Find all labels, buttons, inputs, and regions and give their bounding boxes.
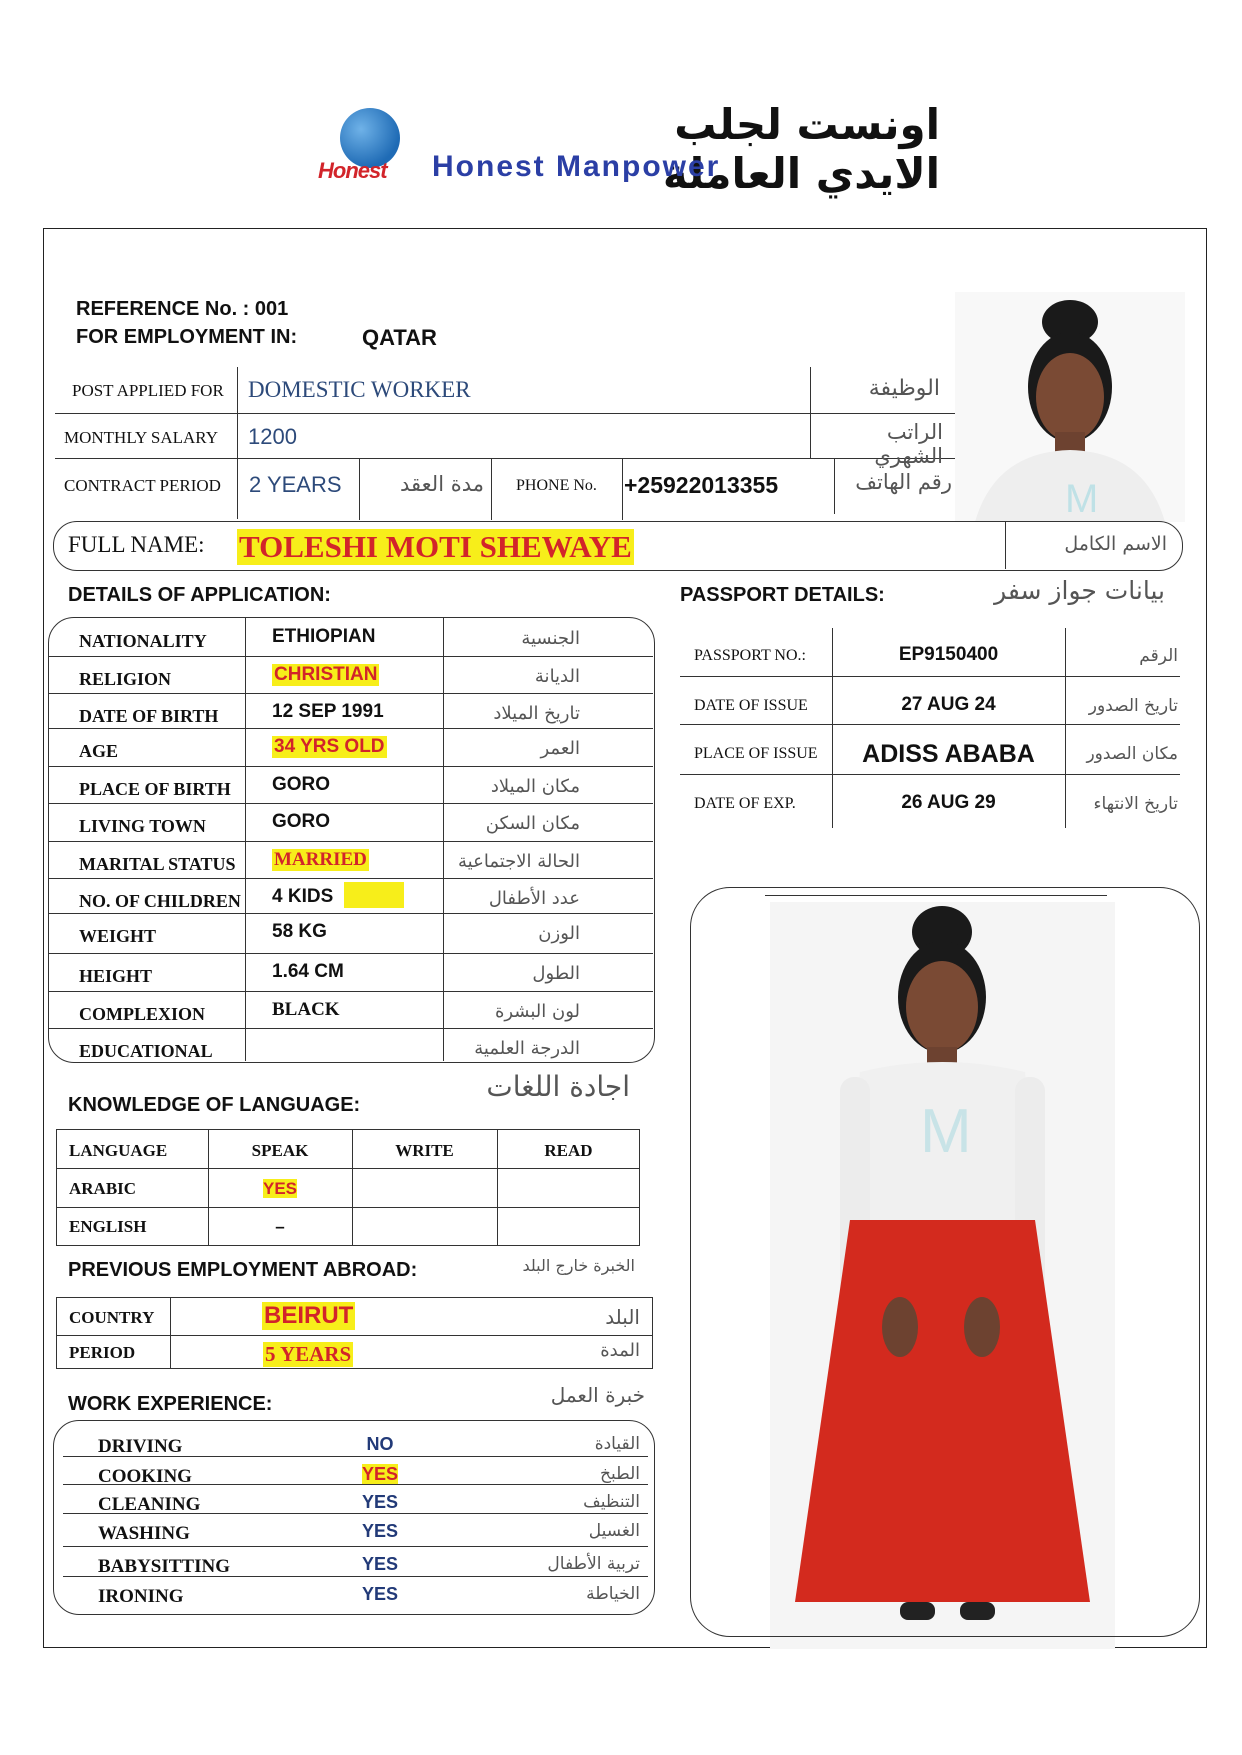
passport-row-value: ADISS ABABA <box>862 740 1035 768</box>
application-row-value: MARRIED <box>274 849 367 870</box>
application-row-arabic: العمر <box>540 738 580 759</box>
application-row-arabic: تاريخ الميلاد <box>493 703 580 724</box>
passport-arabic-title: بيانات جواز سفر <box>994 576 1165 605</box>
salary-value: 1200 <box>248 424 297 449</box>
language-cell: ENGLISH <box>69 1217 147 1236</box>
passport-row-value: 26 AUG 29 <box>901 792 996 813</box>
work-row-arabic: الخياطة <box>586 1584 640 1604</box>
contract-value: 2 YEARS <box>249 472 342 497</box>
application-row-value: CHRISTIAN <box>274 664 378 685</box>
work-row-value: YES <box>361 1584 399 1604</box>
passport-row-label: DATE OF ISSUE <box>694 697 808 714</box>
work-row-arabic: التنظيف <box>583 1492 640 1512</box>
application-row-arabic: مكان الميلاد <box>490 776 580 797</box>
work-title: WORK EXPERIENCE: <box>68 1393 273 1415</box>
work-row-value <box>340 1464 420 1485</box>
full-name-label: FULL NAME: <box>68 532 205 557</box>
application-row-label: DATE OF BIRTH <box>79 706 219 726</box>
passport-row-arabic: تاريخ الصدور <box>1088 696 1178 716</box>
application-row-label: NO. OF CHILDREN <box>79 891 241 911</box>
application-row-label: PLACE OF BIRTH <box>79 779 231 799</box>
application-row-label: RELIGION <box>79 669 172 689</box>
application-row-label: HEIGHT <box>79 966 153 986</box>
application-row-arabic: الطول <box>532 963 580 984</box>
highlight-marker <box>344 882 404 908</box>
language-cell <box>208 1179 352 1199</box>
language-header: READ <box>544 1141 593 1160</box>
full-name-arabic: الاسم الكامل <box>1064 533 1167 555</box>
work-row-label: CLEANING <box>98 1494 201 1515</box>
application-row-value: ETHIOPIAN <box>272 626 376 647</box>
work-row-arabic: القيادة <box>594 1434 640 1454</box>
application-row-value: 58 KG <box>272 921 327 942</box>
speak-yes-highlight: YES <box>262 1179 298 1198</box>
application-row-label: LIVING TOWN <box>79 816 206 836</box>
passport-row-arabic: مكان الصدور <box>1086 744 1178 764</box>
work-row-value: NO <box>366 1434 394 1454</box>
country-value: BEIRUT <box>264 1302 354 1329</box>
passport-title: PASSPORT DETAILS: <box>680 584 885 606</box>
application-row-arabic: الدرجة العلمية <box>474 1038 580 1059</box>
language-header: SPEAK <box>251 1141 309 1160</box>
application-row-label: MARITAL STATUS <box>79 854 236 874</box>
work-row-value: YES <box>361 1521 399 1541</box>
application-row-arabic: لون البشرة <box>494 1001 580 1022</box>
language-header: LANGUAGE <box>69 1141 168 1160</box>
employment-label: FOR EMPLOYMENT IN: <box>76 326 298 348</box>
language-title: KNOWLEDGE OF LANGUAGE: <box>68 1094 361 1116</box>
work-row-value: YES <box>361 1554 399 1574</box>
application-row-value: GORO <box>272 774 331 795</box>
passport-row-label: DATE OF EXP. <box>694 795 796 812</box>
photo-frame <box>690 887 1200 1637</box>
previous-title: PREVIOUS EMPLOYMENT ABROAD: <box>68 1259 418 1281</box>
passport-row-value: EP9150400 <box>898 644 999 665</box>
brand-english: Honest Manpower <box>432 150 721 183</box>
passport-row-label: PLACE OF ISSUE <box>694 745 818 762</box>
applicant-photo-small <box>955 292 1185 522</box>
post-value: DOMESTIC WORKER <box>248 377 471 402</box>
contract-label: CONTRACT PERIOD <box>64 476 221 495</box>
post-label: POST APPLIED FOR <box>72 381 224 400</box>
passport-row-value: 27 AUG 24 <box>901 694 996 715</box>
phone-label: PHONE No. <box>516 477 597 494</box>
reference-number: REFERENCE No. : 001 <box>76 298 289 320</box>
period-label: PERIOD <box>69 1343 136 1362</box>
work-row-label: COOKING <box>98 1466 192 1487</box>
application-row-label: AGE <box>79 741 119 761</box>
application-row-label: COMPLEXION <box>79 1004 205 1024</box>
application-row-value: 1.64 CM <box>272 961 344 982</box>
country-label: COUNTRY <box>69 1308 155 1327</box>
cooking-yes-highlight: YES <box>361 1464 399 1484</box>
work-arabic-title: خبرة العمل <box>550 1383 645 1407</box>
country-arabic: البلد <box>605 1305 640 1329</box>
application-row-arabic: الحالة الاجتماعية <box>458 851 580 872</box>
salary-arabic: الراتب الشهري <box>874 420 943 468</box>
passport-row-label: PASSPORT NO.: <box>694 647 806 664</box>
passport-row-arabic: تاريخ الانتهاء <box>1093 794 1178 814</box>
application-row-value: GORO <box>272 811 331 832</box>
work-row-arabic: الطبخ <box>600 1464 640 1484</box>
language-header: WRITE <box>395 1141 454 1160</box>
svg-text:M: M <box>920 1097 972 1166</box>
application-row-arabic: مكان السكن <box>485 813 580 834</box>
application-row-value: 12 SEP 1991 <box>272 701 384 722</box>
application-row-arabic: عدد الأطفال <box>488 888 580 909</box>
application-row-value: 34 YRS OLD <box>274 736 385 757</box>
contract-arabic: مدة العقد <box>400 472 484 496</box>
period-value: 5 YEARS <box>265 1342 352 1366</box>
phone-value: +25922013355 <box>624 472 779 498</box>
employment-country: QATAR <box>362 325 437 350</box>
work-row-arabic: الغسيل <box>588 1521 640 1541</box>
brand-arabic: اونست لجلب الايدي العاملة <box>662 100 940 198</box>
full-name-value: TOLESHI MOTI SHEWAYE <box>239 529 632 564</box>
svg-text:M: M <box>1065 477 1099 521</box>
period-arabic: المدة <box>600 1340 640 1361</box>
language-cell: ARABIC <box>69 1179 137 1198</box>
work-row-value: YES <box>361 1492 399 1512</box>
application-title: DETAILS OF APPLICATION: <box>68 584 331 606</box>
application-row-value: BLACK <box>272 999 340 1020</box>
work-row-label: BABYSITTING <box>98 1556 230 1577</box>
language-cell: – <box>275 1217 285 1236</box>
work-row-arabic: تربية الأطفال <box>547 1554 640 1574</box>
application-row-value: 4 KIDS <box>272 886 334 907</box>
previous-arabic-title: الخبرة خارج البلد <box>522 1256 635 1275</box>
passport-row-arabic: الرقم <box>1139 646 1178 666</box>
work-row-label: IRONING <box>98 1586 184 1607</box>
application-row-arabic: الديانة <box>534 666 580 687</box>
application-row-arabic: الوزن <box>538 923 580 944</box>
language-arabic-title: اجادة اللغات <box>486 1070 630 1103</box>
logo-text: Honest <box>318 158 387 183</box>
application-row-label: NATIONALITY <box>79 631 207 651</box>
salary-label: MONTHLY SALARY <box>64 428 218 447</box>
work-row-label: DRIVING <box>98 1436 183 1457</box>
post-arabic: الوظيفة <box>868 376 940 401</box>
application-row-label: EDUCATIONAL <box>79 1041 213 1061</box>
phone-arabic: رقم الهاتف <box>855 470 952 494</box>
work-row-label: WASHING <box>98 1523 190 1544</box>
application-row-label: WEIGHT <box>79 926 157 946</box>
application-row-arabic: الجنسية <box>521 628 580 649</box>
